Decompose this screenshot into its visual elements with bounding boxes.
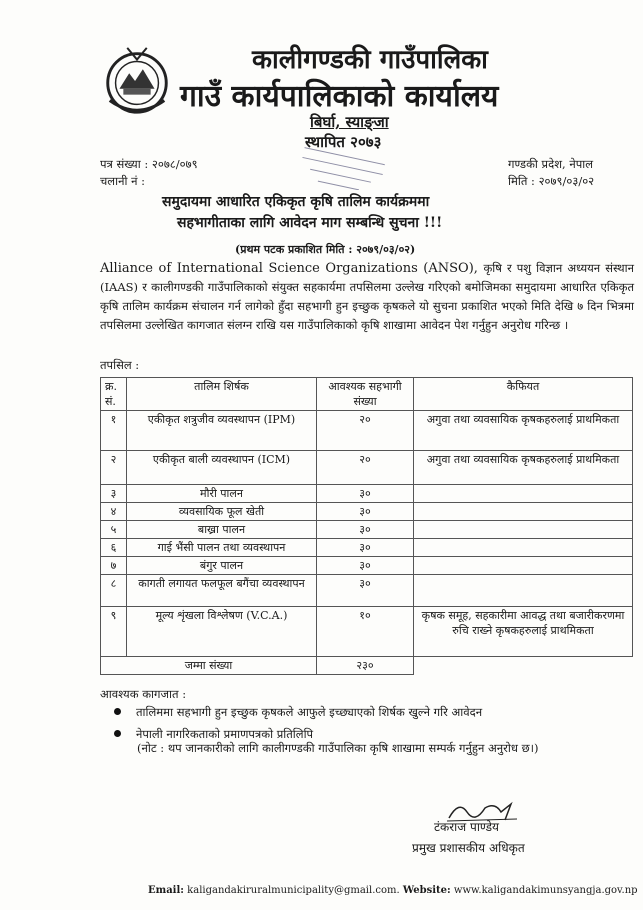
cell-remarks: अगुवा तथा व्यवसायिक कृषकहरुलाई प्राथमिकता — [414, 451, 633, 485]
table-row — [101, 485, 633, 503]
letter-number: पत्र संख्या : २०७८/०७९ — [100, 157, 198, 171]
bullet-icon — [114, 730, 121, 737]
cell-topic: बाख्रा पालन — [127, 521, 317, 539]
cell-remarks — [414, 485, 633, 503]
col-header-topic: तालिम शिर्षक — [127, 378, 317, 411]
table-row — [101, 451, 633, 485]
municipality-emblem-icon — [98, 42, 176, 120]
cell-topic: एकीकृत शत्रुजीव व्यवस्थापन (IPM) — [127, 411, 317, 451]
col-header-participants: आवश्यक सहभागी संख्या — [317, 378, 414, 411]
list-item — [112, 703, 482, 725]
signatory-name: टंकराज पाण्डेय — [434, 820, 500, 834]
requirements-label: आवश्यक कागजात : — [100, 687, 187, 701]
cell-sn: ९ — [101, 607, 127, 657]
table-row — [101, 411, 633, 451]
table-row — [101, 575, 633, 607]
cell-sn: २ — [101, 451, 127, 485]
office-stamp-icon — [288, 138, 398, 190]
cell-participants: ३० — [317, 503, 414, 521]
notice-title-line2: सहभागीताका लागि आवेदन माग सम्बन्धि सुचना !!! — [177, 215, 443, 231]
cell-remarks — [414, 557, 633, 575]
contact-note: (नोट : थप जानकारीको लागि कालीगण्डकी गाउँपालिका कृषि शाखामा सम्पर्क गर्नुहुन अनुरोध छ।) — [137, 741, 539, 755]
col-header-remarks: कैफियत — [414, 378, 633, 411]
cell-participants: १० — [317, 607, 414, 657]
cell-sn: ७ — [101, 557, 127, 575]
cell-sn: ५ — [101, 521, 127, 539]
cell-remarks: कृषक समूह, सहकारीमा आवद्ध तथा बजारीकरणमा रुचि राख्ने कृषकहरुलाई प्राथमिकता — [414, 607, 633, 657]
cell-participants: ३० — [317, 539, 414, 557]
cell-topic: एकीकृत बाली व्यवस्थापन (ICM) — [127, 451, 317, 485]
notice-body-latin: Alliance of International Science Organizations (ANSO), — [100, 261, 484, 276]
cell-remarks — [414, 539, 633, 557]
footer-contact — [148, 885, 638, 896]
cell-participants: २० — [317, 451, 414, 485]
email-address: kaligandakiruralmunicipality@gmail.com. — [187, 885, 400, 896]
table-total-row — [101, 657, 633, 675]
cell-participants: ३० — [317, 521, 414, 539]
established-year: स्थापित २०७३ — [305, 133, 382, 151]
cell-participants: ३० — [317, 557, 414, 575]
cell-participants: २० — [317, 411, 414, 451]
total-remarks — [414, 657, 633, 675]
table-row — [101, 607, 633, 657]
first-published-date: (प्रथम पटक प्रकाशित मिति : २०७९/०३/०२) — [235, 243, 416, 256]
cell-participants: ३० — [317, 485, 414, 503]
total-value: २३० — [317, 657, 414, 675]
cell-sn: ४ — [101, 503, 127, 521]
total-label: जम्मा संख्या — [101, 657, 317, 675]
bullet-icon — [114, 708, 121, 715]
cell-sn: ८ — [101, 575, 127, 607]
cell-topic: बंगुर पालन — [127, 557, 317, 575]
website-label: Website: — [402, 885, 451, 896]
province: गण्डकी प्रदेश, नेपाल — [508, 157, 594, 171]
training-table — [100, 377, 633, 675]
cell-sn: ३ — [101, 485, 127, 503]
website-url: www.kaligandakimunsyangja.gov.np — [453, 885, 638, 896]
schedule-label: तपसिल : — [100, 358, 140, 372]
dispatch-number: चलानी नं : — [100, 174, 146, 188]
signatory-title: प्रमुख प्रशासकीय अधिकृत — [412, 841, 525, 855]
cell-remarks — [414, 521, 633, 539]
notice-title-line1: समुदायमा आधारित एकिकृत कृषि तालिम कार्यक्रममा — [162, 194, 430, 210]
cell-participants: ३० — [317, 575, 414, 607]
notice-body-text: कृषि र पशु विज्ञान अध्ययन संस्थान (IAAS) र कालीगण्डकी गाउँपालिकाको संयुक्त सहकार्यमा तपसिलमा उल्लेख गरिएको बमोजिमका समुदायमा आधारित एकिकृत कृषि तालिम कार्यक्रम संचालन गर्न लागेको हुँदा सहभागी हुन इच्छुक कृषकले यो सुचना प्रकाशित भएको मिति देखि ७ दिन भित्रमा तपसिलमा उल्लेखित कागजात संलग्न राखि यस गाउँपालिकाको कृषि शाखामा आवेदन पेश गर्नुहुन अनुरोध गरिन्छ । — [100, 261, 634, 332]
cell-remarks — [414, 575, 633, 607]
table-row — [101, 539, 633, 557]
email-label: Email: — [148, 885, 184, 896]
letter-date: मिति : २०७९/०३/०२ — [508, 174, 595, 188]
cell-sn: १ — [101, 411, 127, 451]
requirement-text: तालिममा सहभागी हुन इच्छुक कृषकले आफुले इच्छ्याएको शिर्षक खुल्ने गरि आवेदन — [136, 705, 483, 719]
cell-topic: मूल्य शृंखला विश्लेषण (V.C.A.) — [127, 607, 317, 657]
cell-topic: गाई भैंसी पालन तथा व्यवस्थापन — [127, 539, 317, 557]
cell-sn: ६ — [101, 539, 127, 557]
table-row — [101, 521, 633, 539]
cell-topic: मौरी पालन — [127, 485, 317, 503]
cell-topic: कागती लगायत फलफूल बगैंचा व्यवस्थापन — [127, 575, 317, 607]
office-name: गाउँ कार्यपालिकाको कार्यालय — [180, 79, 499, 114]
cell-remarks — [414, 503, 633, 521]
table-header-row — [101, 378, 633, 411]
col-header-sn: क्र. सं. — [101, 378, 127, 411]
cell-remarks: अगुवा तथा व्यवसायिक कृषकहरुलाई प्राथमिकता — [414, 411, 633, 451]
requirement-text: नेपाली नागरिकताको प्रमाणपत्रको प्रतिलिपि — [136, 727, 314, 741]
org-name: कालीगण्डकी गाउँपालिका — [252, 45, 488, 75]
table-row — [101, 557, 633, 575]
cell-topic: व्यवसायिक फूल खेती — [127, 503, 317, 521]
office-location: बिर्घा, स्याङ्जा — [310, 113, 389, 131]
table-row — [101, 503, 633, 521]
notice-body — [100, 259, 634, 335]
